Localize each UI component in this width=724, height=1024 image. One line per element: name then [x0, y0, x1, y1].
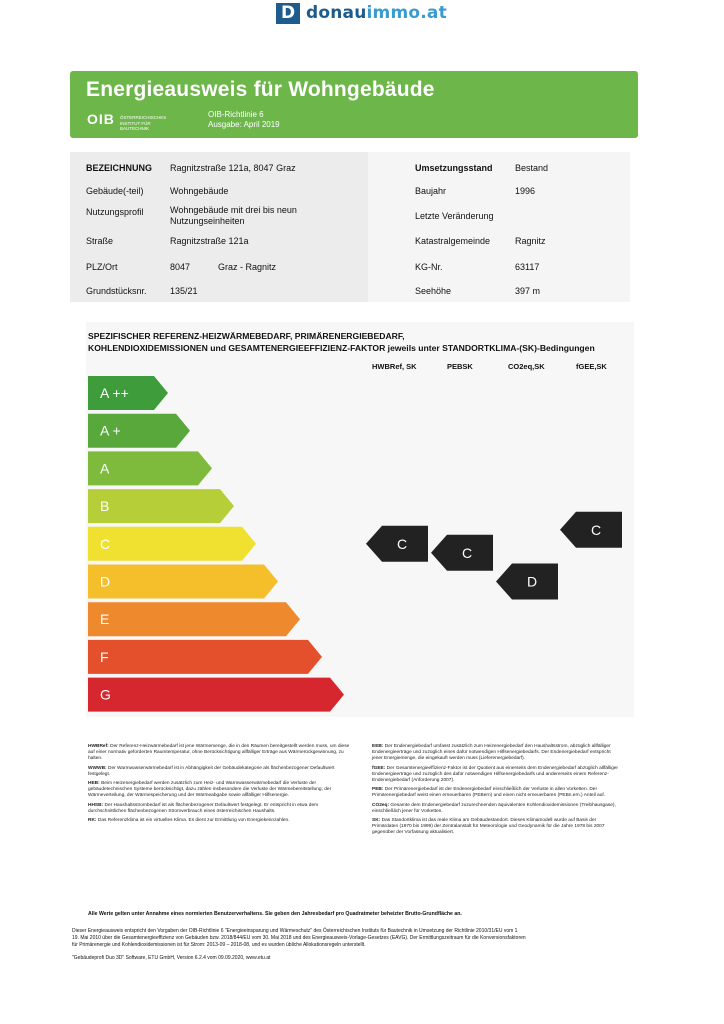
- info-value: Wohngebäude mit drei bis neun Nutzungseinheiten: [170, 205, 297, 226]
- legend-entry: [88, 766, 350, 778]
- info-label: KG-Nr.: [415, 262, 443, 272]
- class-bars: [88, 376, 344, 712]
- info-label: Grundstücksnr.: [86, 286, 147, 296]
- class-bar-D: [88, 565, 278, 599]
- class-bar-label: C: [100, 535, 111, 552]
- class-bar-label: A ++: [100, 385, 129, 401]
- rating-marker-label: C: [461, 544, 473, 561]
- legend-entry: [372, 818, 622, 837]
- legend-text: Das Standortklima ist das reale Klima am Gebäudestandort. Dieses Klimamodell wurde auf Basis der Primärdaten (1970 bis 1999) der Zentralanstalt für Meteorologie und Geodynamik für die Jahre 1978 bis 2007 gegenüber der Vorfassung aktualisiert.: [372, 818, 605, 836]
- info-value: 397 m: [515, 286, 541, 296]
- legend-entry: [372, 766, 622, 785]
- class-bar-label: B: [100, 498, 110, 515]
- info-value: Ragnitzstraße 121a: [170, 236, 249, 246]
- info-label: Baujahr: [415, 186, 447, 196]
- class-bar-label: E: [100, 611, 110, 628]
- info-value-secondary: Graz - Ragnitz: [218, 262, 277, 272]
- oib-logo: OIB: [87, 111, 115, 127]
- info-value: Bestand: [515, 163, 549, 173]
- info-label: Umsetzungsstand: [415, 163, 493, 173]
- info-label: Seehöhe: [415, 286, 452, 296]
- rating-marker-label: D: [526, 573, 538, 590]
- logo-brand-b: immo.at: [366, 3, 447, 23]
- legend-term: CO2eq:: [372, 802, 390, 808]
- guideline-name: OIB-Richtlinie 6: [208, 110, 264, 119]
- col-head-peb: PEBSK: [447, 362, 473, 371]
- class-bar-label: A +: [100, 422, 121, 439]
- legend-entry: [88, 803, 350, 815]
- info-label: Gebäude(-teil): [86, 186, 144, 196]
- legend-term: SK:: [372, 818, 381, 824]
- legend-text: Der Endenergiebedarf umfasst zusätzlich zum Heizenergiebedarf den Haushaltsstrom, abzüglich allfälliger Endenergieerträge und zuzüglich eines dafür notwendigen Hilfsenergiebedarfs. Der Endenergiebedarf entspricht jener Energiemenge, die eingekauft werden muss (Lieferenergiebedarf).: [372, 744, 611, 762]
- info-value: Ragnitz: [515, 236, 546, 246]
- legend-text: Das Referenzklima ist ein virtuelles Klima. Es dient zur Ermittlung von Energiekennzahlen.: [96, 818, 290, 824]
- legend-text: Der Gesamtenergieeffizienz-Faktor ist der Quotient aus einerseits dem Endenergiebedarf abzüglich allfälliger Endenergieerträge und zuzüglich des dafür notwendigen Hilfsenergiebedarfs und andererseits einem Referenz-Endenergiebedarf (Anforderung 2007).: [372, 765, 619, 784]
- legend-right: [372, 744, 622, 840]
- info-value: 135/21: [170, 286, 198, 296]
- legend-term: PEB:: [372, 787, 384, 793]
- legend-entry: [372, 803, 622, 815]
- legend-text: Der Haushaltsstrombedarf ist als flächenbezogener Defaultwert festgelegt. Er entspricht in etwa dem durchschnittlichen flächenbezogenen Stromverbrauch eines österreichischen Haushalts.: [88, 802, 319, 814]
- class-bar-C: [88, 527, 256, 561]
- class-bar-label: F: [100, 648, 109, 665]
- legend-term: RK:: [88, 818, 97, 824]
- info-label: Katastralgemeinde: [415, 236, 491, 246]
- legend-text: Der Primärenergiebedarf ist der Endenergiebedarf einschließlich der Verluste in allen Vorketten. Der Primärenergiebedarf weist einen erneuerbaren (PEBern) und einen nicht erneuerbaren (PEBn.ern.) Anteil auf.: [372, 787, 606, 799]
- class-bar-G: [88, 678, 344, 712]
- guideline-edition: Ausgabe: April 2019: [208, 120, 280, 129]
- class-bar-label: A: [100, 460, 110, 477]
- legend-entry: [372, 787, 622, 799]
- certificate-title: Energieausweis für Wohngebäude: [86, 78, 435, 101]
- oib-institute: ÖSTERREICHISCHES INSTITUT FÜR BAUTECHNIK: [120, 115, 167, 131]
- legend-term: HEB:: [88, 781, 100, 787]
- legend-term: HHSB:: [88, 802, 104, 808]
- rating-markers: [366, 512, 622, 600]
- info-value: 63117: [515, 262, 540, 272]
- legend-term: EEB:: [372, 744, 384, 749]
- legend-term: fGEE:: [372, 765, 386, 771]
- col-head-hwb: HWBRef, SK: [372, 362, 417, 371]
- class-bar-label: G: [100, 686, 111, 703]
- rating-marker-label: C: [396, 535, 408, 552]
- legend-term: HWBRef:: [88, 744, 109, 749]
- legend-text: Beim Heizenergiebedarf werden zusätzlich zum Heiz- und Warmwasserwärmebedarf die Verluste der gebäudetechnischen Systeme berücksichtigt, dazu zählen insbesondere die Verluste der Wärmebereitstellung, der Wärmeverteilung, der Wärmespeicherung und der Wärmeabgabe sowie allfälliger Hilfsenergie.: [88, 781, 332, 799]
- legend-text: Der Warmwasserwärmebedarf ist in Abhängigkeit der Gebäudekategorie als flächenbezogener Defaultwert festgelegt.: [88, 765, 335, 777]
- info-label: BEZEICHNUNG: [86, 163, 153, 173]
- footer-legal: [72, 928, 652, 949]
- footer-legal-line3: für Primärenergie und Kohlendioxidemissionen ist für Strom: 2013-09 – 2018-08, und es wurden übliche Allokationsregeln unterstellt.: [72, 942, 366, 948]
- info-label: Straße: [86, 236, 114, 246]
- legend-text: Der Referenz-Heizwärmebedarf ist jene Wärmemenge, die in den Räumen bereitgestellt werden muss, um diese auf einer normativ geforderten Raumtemperatur, ohne Berücksichtigung allfälliger Erträge aus Wärmerückgewinnung, zu halten.: [88, 744, 350, 762]
- footer-legal-line2: 19. Mai 2010 über die Gesamtenergieeffizienz von Gebäuden bzw. 2018/844/EU vom 30. Mai 2018 und des Energieausweis-Vorlage-Gesetzes (EAVG). Der Ermittlungszeitraum für die Konversionsfaktoren: [72, 935, 526, 941]
- legend-entry: [88, 744, 350, 763]
- class-bar-B: [88, 489, 234, 523]
- footer-bold-note: Alle Werte gelten unter Annahme eines normierten Benutzerverhaltens. Sie geben den Jahresbedarf pro Quadratmeter beheizter Brutto-Grundfläche an.: [88, 911, 462, 917]
- footer-legal-line1: Dieser Energieausweis entspricht den Vorgaben der OIB-Richtlinie 6 "Energieeinsparung und Wärmeschutz" des Österreichischen Instituts für Bautechnik in Umsetzung der Richtlinie 2010/31/EU vom 1: [72, 928, 518, 934]
- footer-software: "Gebäudeprofi Duo 3D" Software, ETU GmbH, Version 6.2.4 vom 09.09.2020, www.etu.at: [72, 955, 271, 961]
- section-title-line1: SPEZIFISCHER REFERENZ-HEIZWÄRMEBEDARF, PRIMÄRENERGIEBEDARF,: [88, 331, 405, 341]
- legend-text: Gesamte dem Endenergiebedarf zuzurechnenden äquivalenten Kohlendioxidemissionen (Treibhausgase), einschließlich jener für Vorketten.: [372, 802, 616, 814]
- info-value: 1996: [515, 186, 536, 196]
- info-value: Wohngebäude: [170, 186, 229, 196]
- info-label: Nutzungsprofil: [86, 207, 144, 217]
- col-head-co2: CO2eq,SK: [508, 362, 545, 371]
- legend-entry: [88, 781, 350, 800]
- class-bar-F: [88, 640, 322, 674]
- info-value: Ragnitzstraße 121a, 8047 Graz: [170, 163, 296, 173]
- info-label: Letzte Veränderung: [415, 211, 494, 221]
- logo-mark: D: [276, 3, 300, 24]
- legend-entry: [372, 744, 622, 763]
- class-bar-label: D: [100, 573, 111, 590]
- info-value: 8047: [170, 262, 191, 272]
- rating-marker-label: C: [590, 521, 602, 538]
- legend-term: WWWB:: [88, 765, 107, 771]
- col-head-fgee: fGEE,SK: [576, 362, 607, 371]
- section-title-line2: KOHLENDIOXIDEMISSIONEN und GESAMTENERGIEEFFIZIENZ-FAKTOR jeweils unter STANDORTKLIMA-(SK)-Bedingungen: [88, 343, 595, 353]
- class-bar-E: [88, 602, 300, 636]
- legend-entry: [88, 818, 350, 824]
- legend-left: [88, 744, 350, 827]
- logo-brand-a: donau: [306, 3, 367, 23]
- info-label: PLZ/Ort: [86, 262, 118, 272]
